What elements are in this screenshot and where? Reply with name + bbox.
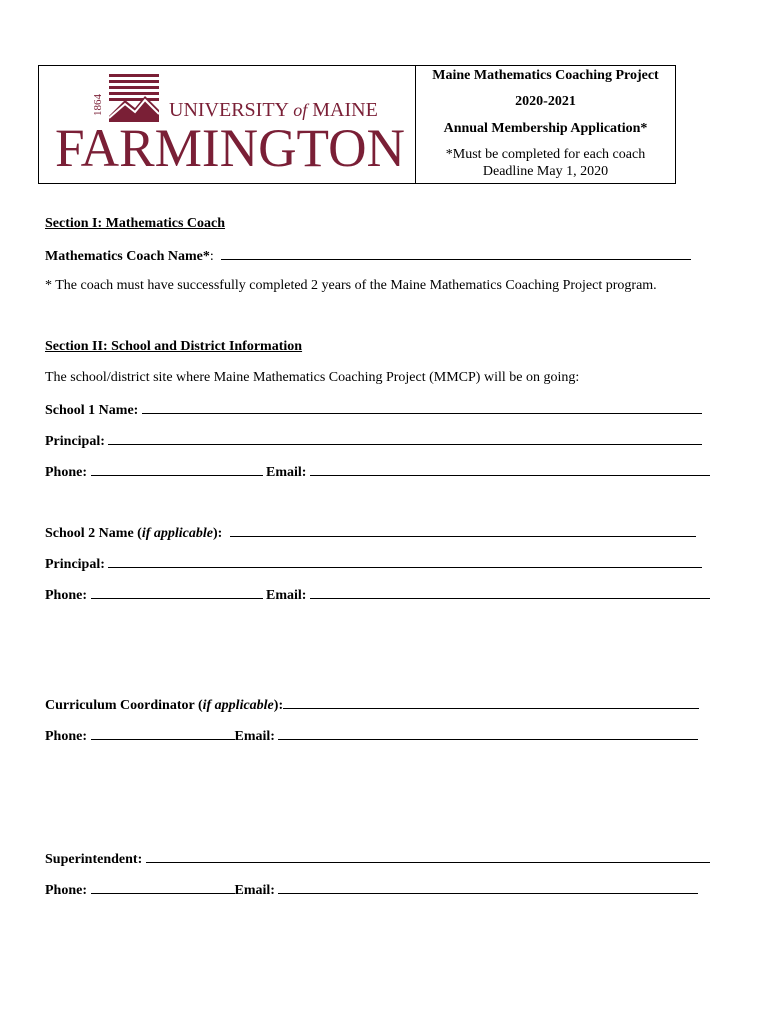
- deadline: Deadline May 1, 2020: [482, 164, 609, 179]
- phone-label: Phone:: [45, 729, 87, 744]
- school1-principal-field[interactable]: [108, 432, 702, 445]
- program-year: 2020-2021: [515, 94, 576, 109]
- curriculum-email-field[interactable]: [278, 727, 698, 740]
- coach-name-row: Mathematics Coach Name*:: [45, 247, 691, 265]
- principal-label: Principal:: [45, 557, 105, 572]
- curriculum-contact-row: [45, 727, 698, 745]
- school1-row: [45, 401, 702, 419]
- school1-phone-field[interactable]: [91, 463, 263, 476]
- project-title: Maine Mathematics Coaching Project: [432, 68, 659, 83]
- principal-label: Principal:: [45, 434, 105, 449]
- founding-year: 1864: [92, 94, 104, 116]
- school2-principal-field[interactable]: [108, 555, 702, 568]
- superintendent-field[interactable]: [146, 850, 710, 863]
- school2-email-field[interactable]: [310, 586, 710, 599]
- superintendent-email-field[interactable]: [278, 881, 698, 894]
- email-label: Email:: [266, 465, 307, 480]
- coach-name-field[interactable]: [221, 247, 691, 260]
- curriculum-coordinator-row: [45, 696, 699, 714]
- section2-intro: The school/district site where Maine Mathematics Coaching Project (MMCP) will be on going:: [45, 370, 580, 385]
- completion-note: *Must be completed for each coach: [445, 147, 646, 162]
- superintendent-contact-row: [45, 881, 698, 899]
- school1-label: School 1 Name:: [45, 403, 139, 418]
- school2-phone-field[interactable]: [91, 586, 263, 599]
- school1-contact-row: [45, 463, 710, 481]
- phone-label: Phone:: [45, 883, 87, 898]
- section2-heading: Section II: School and District Information: [45, 339, 303, 354]
- coach-name-label: Mathematics Coach Name*: [45, 249, 210, 264]
- phone-label: Phone:: [45, 465, 87, 480]
- superintendent-row: [45, 850, 710, 868]
- school2-principal-row: [45, 555, 702, 573]
- school2-name-field[interactable]: [230, 524, 696, 537]
- curriculum-coordinator-field[interactable]: [283, 696, 699, 709]
- email-label: Email:: [234, 883, 275, 898]
- superintendent-phone-field[interactable]: [91, 881, 235, 894]
- campus-name: FARMINGTON: [55, 118, 405, 178]
- section1-heading: Section I: Mathematics Coach: [45, 216, 226, 231]
- school2-row: [45, 524, 696, 542]
- email-label: Email:: [234, 729, 275, 744]
- school2-contact-row: [45, 586, 710, 604]
- mountain-emblem-icon: [109, 74, 159, 122]
- phone-label: Phone:: [45, 588, 87, 603]
- school1-principal-row: [45, 432, 702, 450]
- superintendent-label: Superintendent:: [45, 852, 143, 867]
- application-title: Annual Membership Application*: [443, 121, 648, 136]
- school1-email-field[interactable]: [310, 463, 710, 476]
- header-info: [416, 66, 675, 183]
- curriculum-coordinator-label: Curriculum Coordinator (if applicable):: [45, 698, 284, 713]
- email-label: Email:: [266, 588, 307, 603]
- university-name: UNIVERSITY of MAINE: [169, 99, 378, 121]
- university-logo: [51, 70, 411, 178]
- curriculum-phone-field[interactable]: [91, 727, 235, 740]
- coach-requirement-note: * The coach must have successfully completed 2 years of the Maine Mathematics Coaching Project program.: [45, 278, 657, 293]
- header-box: [38, 65, 676, 184]
- school2-label: School 2 Name (if applicable):: [45, 526, 223, 541]
- school1-name-field[interactable]: [142, 401, 702, 414]
